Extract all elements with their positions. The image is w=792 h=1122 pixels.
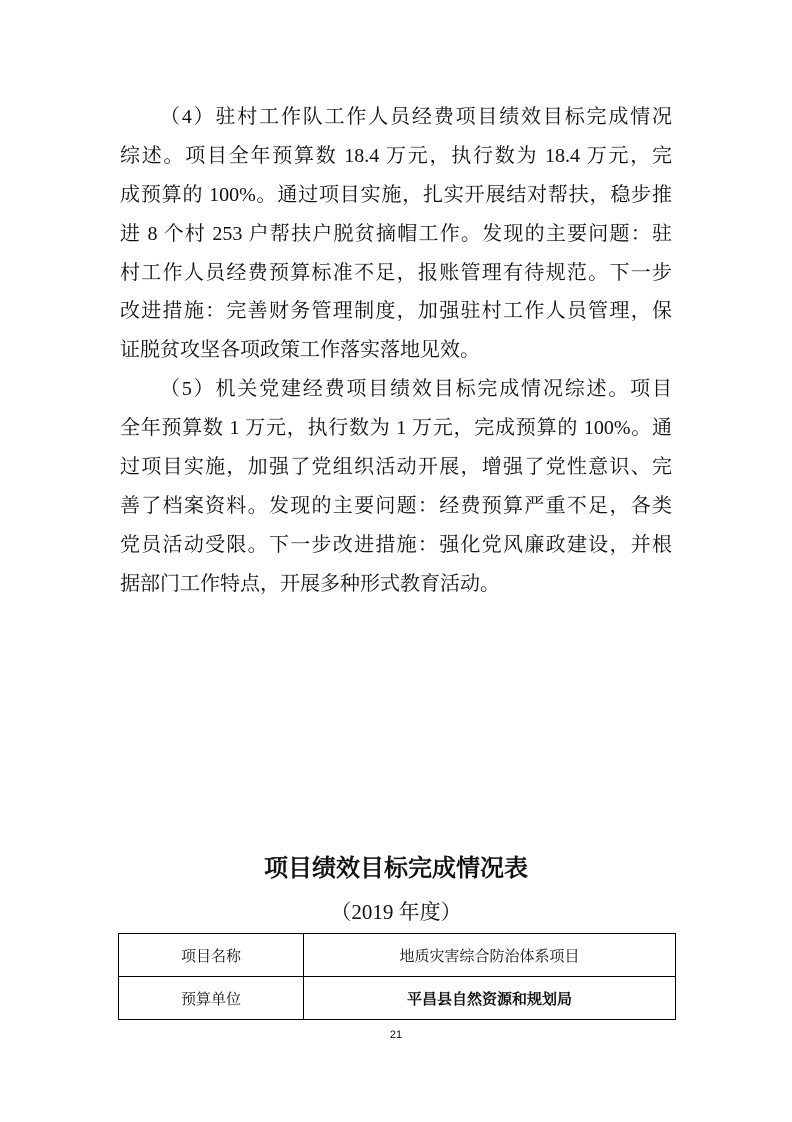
paragraph-item-5 <box>120 370 672 603</box>
paragraph-line: （5）机关党建经费项目绩效目标完成情况综述。项目 <box>160 378 672 401</box>
paragraph-line: 村工作人员经费预算标准不足，报账管理有待规范。下一步 <box>120 261 672 284</box>
table-label-cell: 预算单位 <box>119 977 304 1020</box>
table-row <box>119 977 676 1020</box>
paragraph-line: 全年预算数 1 万元，执行数为 1 万元，完成预算的 100%。通 <box>120 417 672 440</box>
paragraph-line: 进 8 个村 253 户帮扶户脱贫摘帽工作。发现的主要问题：驻 <box>120 222 672 245</box>
table-value-cell: 平昌县自然资源和规划局 <box>304 977 676 1020</box>
performance-table <box>118 933 676 1020</box>
page-number: 21 <box>389 1029 403 1041</box>
paragraph-line: 成预算的 100%。通过项目实施，扎实开展结对帮扶，稳步推 <box>120 183 672 206</box>
table-subtitle: （2019 年度） <box>330 900 462 924</box>
paragraph-line: 证脱贫攻坚各项政策工作落实落地见效。 <box>120 339 480 362</box>
paragraph-line: （4）驻村工作队工作人员经费项目绩效目标完成情况 <box>160 106 672 128</box>
table-title: 项目绩效目标完成情况表 <box>264 856 528 882</box>
paragraph-item-4 <box>120 98 672 370</box>
paragraph-line: 据部门工作特点，开展多种形式教育活动。 <box>120 572 500 595</box>
body-text <box>120 98 672 604</box>
table-row <box>119 934 676 977</box>
paragraph-line: 过项目实施，加强了党组织活动开展，增强了党性意识、完 <box>120 456 672 479</box>
paragraph-line: 综述。项目全年预算数 18.4 万元，执行数为 18.4 万元，完 <box>120 144 672 167</box>
paragraph-line: 改进措施：完善财务管理制度，加强驻村工作人员管理，保 <box>120 300 672 323</box>
table-label-cell: 项目名称 <box>119 934 304 977</box>
table-value-cell: 地质灾害综合防治体系项目 <box>304 934 676 977</box>
paragraph-line: 党员活动受限。下一步改进措施：强化党风廉政建设，并根 <box>120 533 672 556</box>
paragraph-line: 善了档案资料。发现的主要问题：经费预算严重不足，各类 <box>120 494 672 517</box>
